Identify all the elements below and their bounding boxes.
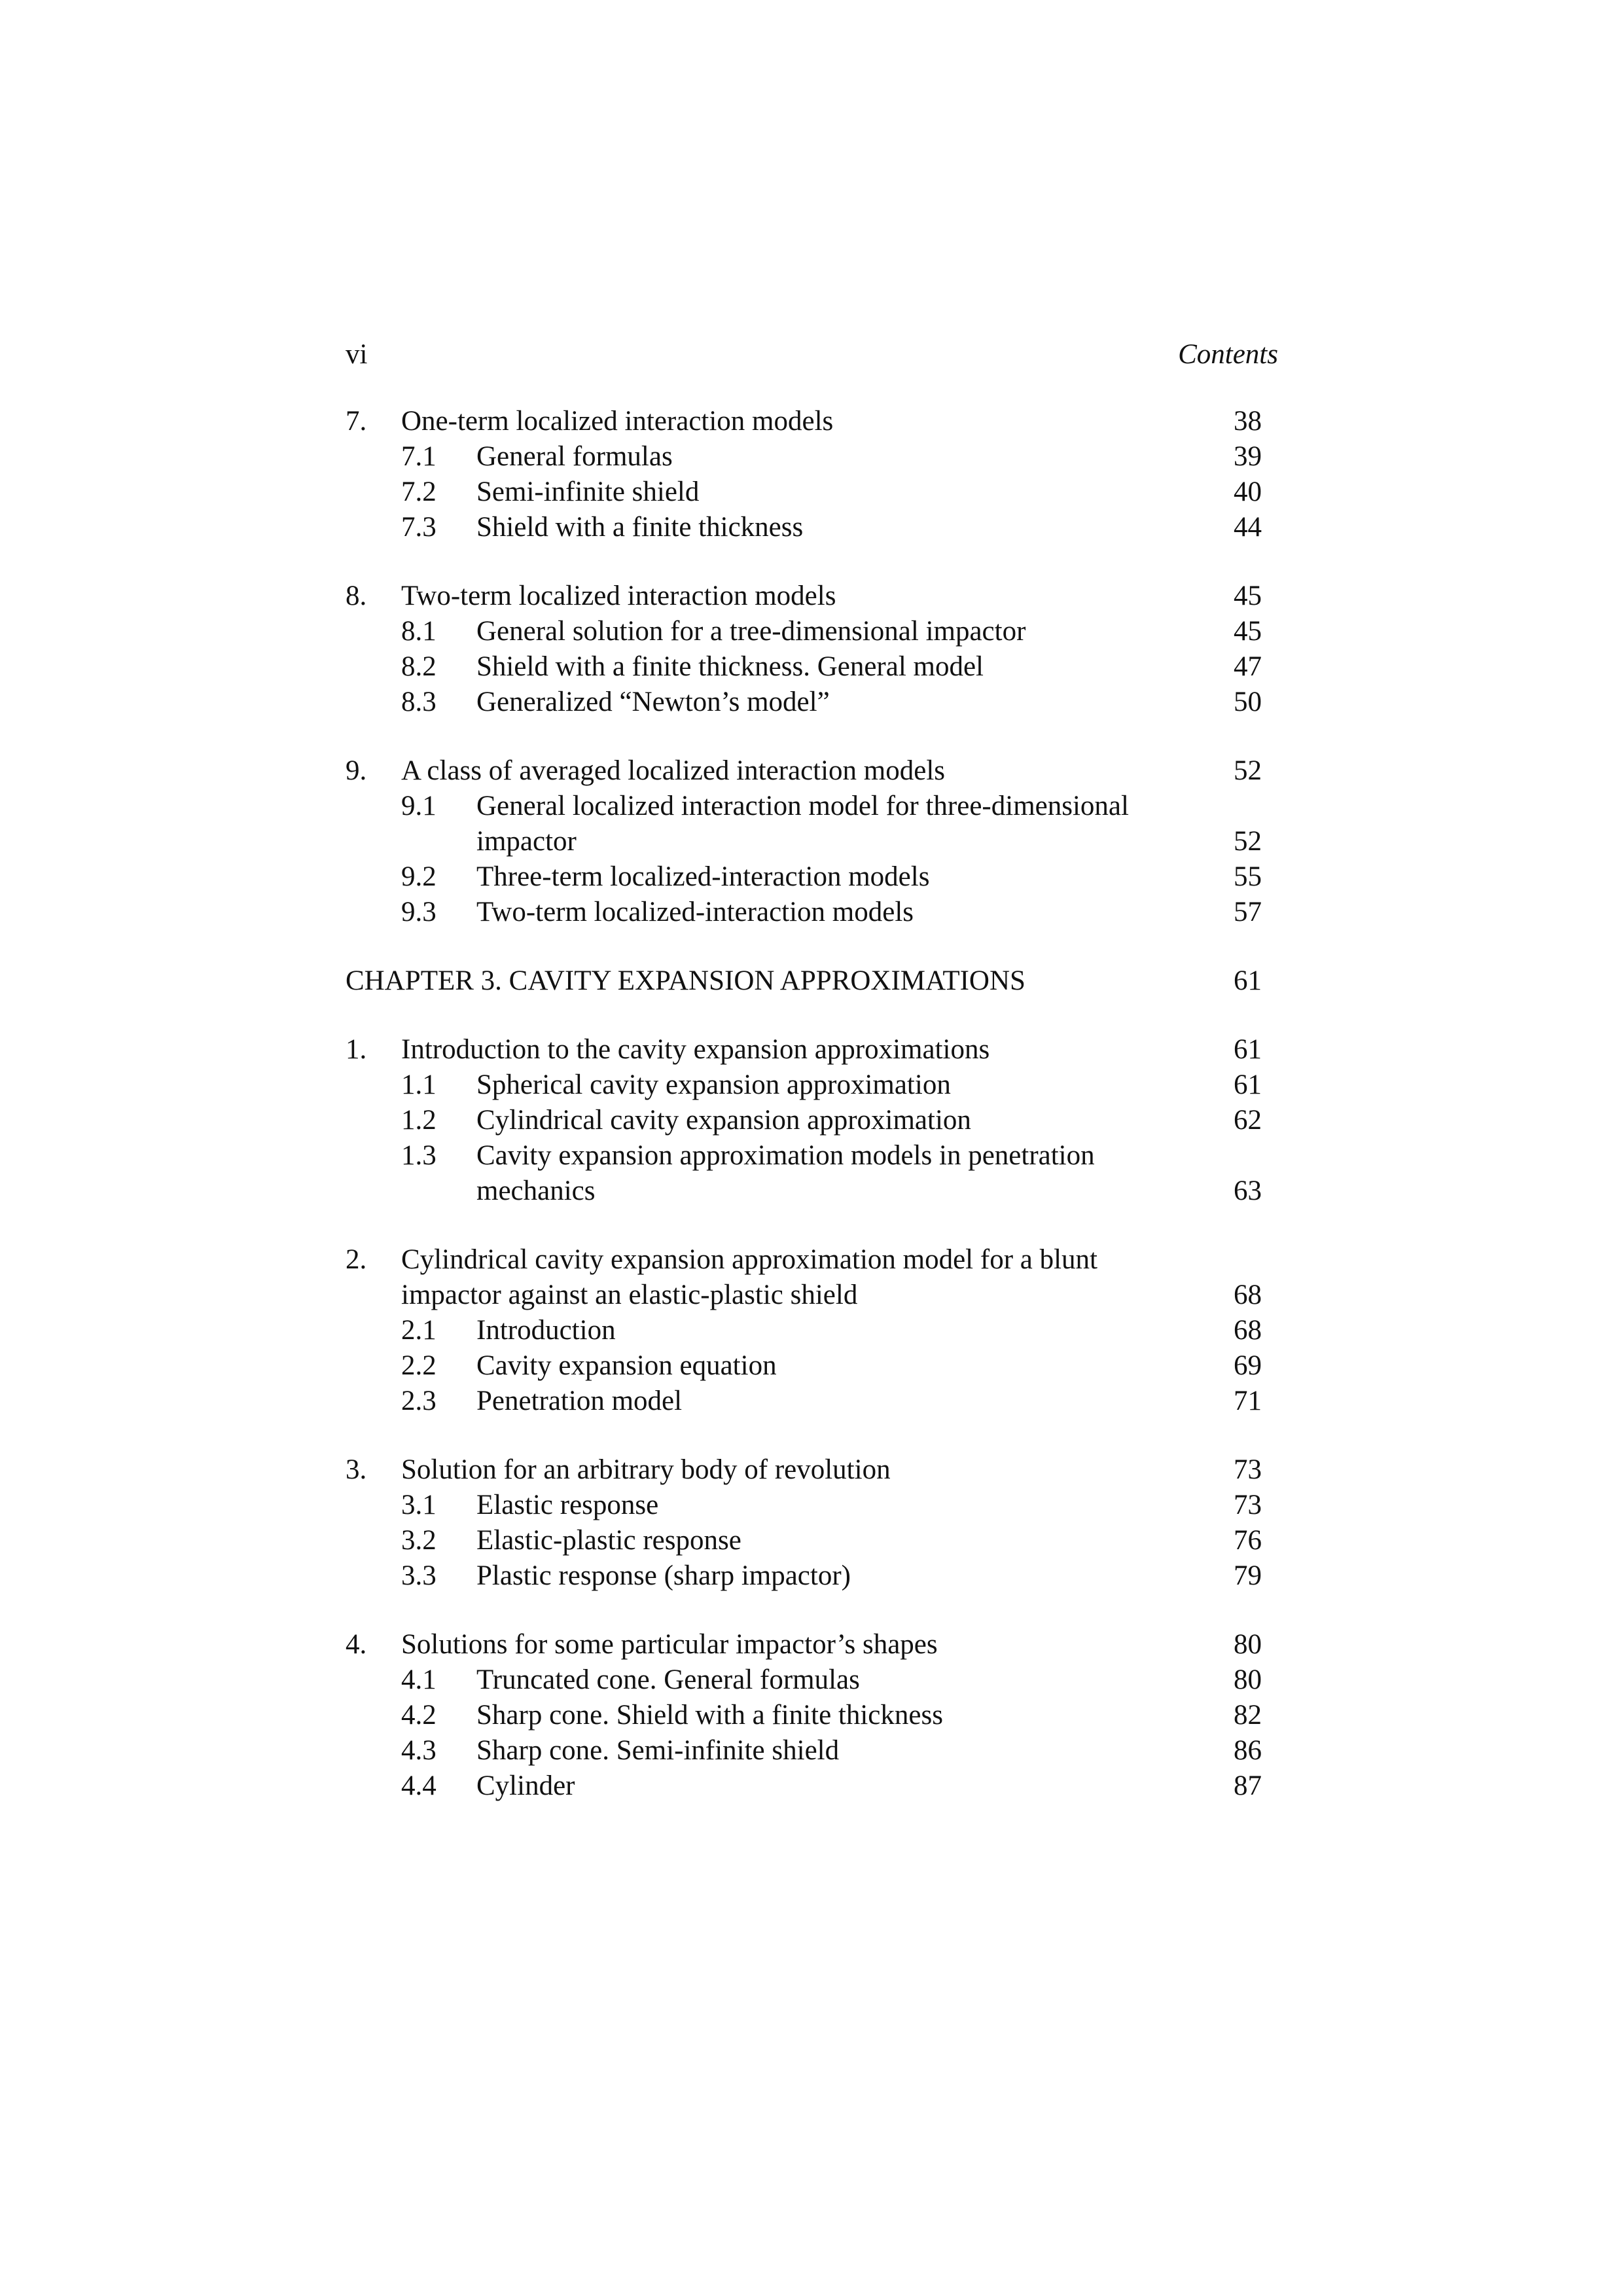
subentry-title-line-1: Cavity expansion approximation models in penetration bbox=[476, 1140, 1095, 1171]
subentry-title: Elastic response bbox=[476, 1490, 659, 1520]
toc-subentry bbox=[346, 475, 1262, 510]
subentry-page: 45 bbox=[1234, 616, 1262, 647]
toc-subentry bbox=[346, 1733, 1262, 1768]
toc-entry bbox=[346, 1242, 1262, 1313]
toc-subentry bbox=[346, 1313, 1262, 1348]
subentry-title: Semi-infinite shield bbox=[476, 476, 700, 507]
entry-number: 3. bbox=[346, 1454, 367, 1485]
subentry-title: Sharp cone. Shield with a finite thickness bbox=[476, 1700, 943, 1731]
subentry-number: 2.3 bbox=[401, 1386, 437, 1416]
subentry-title: Shield with a finite thickness. General model bbox=[476, 651, 984, 682]
subentry-page: 61 bbox=[1234, 1069, 1262, 1100]
toc-ch3-section-3 bbox=[346, 1452, 1262, 1594]
toc-subentry bbox=[346, 895, 1262, 930]
entry-title: A class of averaged localized interaction models bbox=[401, 755, 946, 786]
subentry-number: 9.2 bbox=[401, 861, 437, 892]
entry-number: 7. bbox=[346, 406, 367, 437]
subentry-title: General formulas bbox=[476, 441, 673, 472]
page-folio: vi bbox=[346, 339, 368, 370]
subentry-page: 69 bbox=[1234, 1350, 1262, 1381]
subentry-title: Three-term localized-interaction models bbox=[476, 861, 930, 892]
entry-title-line-2: impactor against an elastic-plastic shield bbox=[401, 1280, 858, 1310]
toc-entry bbox=[346, 1032, 1262, 1067]
subentry-number: 1.1 bbox=[401, 1069, 437, 1100]
toc-section-9 bbox=[346, 753, 1262, 930]
toc-subentry bbox=[346, 1384, 1262, 1419]
toc-subentry bbox=[346, 649, 1262, 685]
subentry-page: 62 bbox=[1234, 1105, 1262, 1136]
subentry-page: 68 bbox=[1234, 1315, 1262, 1346]
entry-number: 2. bbox=[346, 1244, 367, 1275]
entry-title: Introduction to the cavity expansion approximations bbox=[401, 1034, 990, 1065]
toc-entry bbox=[346, 579, 1262, 614]
chapter-title: CHAPTER 3. CAVITY EXPANSION APPROXIMATIONS bbox=[346, 965, 1026, 996]
toc-entry bbox=[346, 1627, 1262, 1662]
subentry-page: 44 bbox=[1234, 512, 1262, 543]
toc-subentry bbox=[346, 614, 1262, 649]
entry-title: Solutions for some particular impactor’s shapes bbox=[401, 1629, 938, 1660]
subentry-page: 79 bbox=[1234, 1560, 1262, 1591]
running-head bbox=[346, 335, 1278, 374]
subentry-title: Truncated cone. General formulas bbox=[476, 1664, 860, 1695]
subentry-number: 8.2 bbox=[401, 651, 437, 682]
entry-page: 61 bbox=[1234, 1034, 1262, 1065]
toc-subentry bbox=[346, 1558, 1262, 1594]
subentry-number: 3.1 bbox=[401, 1490, 437, 1520]
toc-subentry bbox=[346, 1103, 1262, 1138]
entry-page: 80 bbox=[1234, 1629, 1262, 1660]
chapter-entry bbox=[346, 963, 1262, 999]
entry-title-line-1: Cylindrical cavity expansion approximation model for a blunt bbox=[401, 1244, 1097, 1275]
entry-number: 9. bbox=[346, 755, 367, 786]
subentry-number: 4.4 bbox=[401, 1770, 437, 1801]
toc-subentry bbox=[346, 1067, 1262, 1103]
subentry-title: Cavity expansion equation bbox=[476, 1350, 777, 1381]
subentry-number: 7.3 bbox=[401, 512, 437, 543]
subentry-number: 8.1 bbox=[401, 616, 437, 647]
subentry-title: Cylinder bbox=[476, 1770, 575, 1801]
subentry-number: 7.2 bbox=[401, 476, 437, 507]
subentry-number: 9.3 bbox=[401, 897, 437, 927]
entry-number: 8. bbox=[346, 581, 367, 611]
subentry-page: 71 bbox=[1234, 1386, 1262, 1416]
subentry-page: 57 bbox=[1234, 897, 1262, 927]
entry-number: 4. bbox=[346, 1629, 367, 1660]
subentry-page: 86 bbox=[1234, 1735, 1262, 1766]
table-of-contents bbox=[346, 404, 1262, 1837]
subentry-title: Two-term localized-interaction models bbox=[476, 897, 914, 927]
subentry-title: Introduction bbox=[476, 1315, 616, 1346]
subentry-page: 87 bbox=[1234, 1770, 1262, 1801]
entry-title: One-term localized interaction models bbox=[401, 406, 834, 437]
subentry-page: 55 bbox=[1234, 861, 1262, 892]
subentry-number: 8.3 bbox=[401, 687, 437, 717]
toc-subentry bbox=[346, 439, 1262, 475]
toc-subentry bbox=[346, 1348, 1262, 1384]
subentry-title-line-2: mechanics bbox=[476, 1175, 596, 1206]
subentry-page: 76 bbox=[1234, 1525, 1262, 1556]
subentry-number: 3.2 bbox=[401, 1525, 437, 1556]
entry-page: 52 bbox=[1234, 755, 1262, 786]
subentry-page: 39 bbox=[1234, 441, 1262, 472]
toc-subentry bbox=[346, 1138, 1262, 1209]
subentry-title: Cylindrical cavity expansion approximation bbox=[476, 1105, 971, 1136]
entry-title: Solution for an arbitrary body of revolution bbox=[401, 1454, 891, 1485]
subentry-title: Elastic-plastic response bbox=[476, 1525, 741, 1556]
chapter-page: 61 bbox=[1234, 965, 1262, 996]
toc-subentry bbox=[346, 1698, 1262, 1733]
subentry-title: General solution for a tree-dimensional impactor bbox=[476, 616, 1026, 647]
subentry-page: 80 bbox=[1234, 1664, 1262, 1695]
toc-subentry bbox=[346, 789, 1262, 859]
toc-section-8 bbox=[346, 579, 1262, 720]
entry-page: 45 bbox=[1234, 581, 1262, 611]
subentry-page: 52 bbox=[1234, 826, 1262, 857]
subentry-number: 4.1 bbox=[401, 1664, 437, 1695]
entry-page: 38 bbox=[1234, 406, 1262, 437]
toc-ch3-section-1 bbox=[346, 1032, 1262, 1209]
subentry-title: Sharp cone. Semi-infinite shield bbox=[476, 1735, 840, 1766]
subentry-number: 4.3 bbox=[401, 1735, 437, 1766]
subentry-page: 82 bbox=[1234, 1700, 1262, 1731]
subentry-number: 4.2 bbox=[401, 1700, 437, 1731]
subentry-title bbox=[476, 789, 1216, 859]
subentry-number: 1.3 bbox=[401, 1140, 437, 1171]
toc-entry bbox=[346, 753, 1262, 789]
subentry-title bbox=[476, 1138, 1216, 1209]
subentry-number: 2.1 bbox=[401, 1315, 437, 1346]
subentry-title: Spherical cavity expansion approximation bbox=[476, 1069, 951, 1100]
toc-subentry bbox=[346, 1488, 1262, 1523]
toc-ch3-section-2 bbox=[346, 1242, 1262, 1419]
subentry-title-line-2: impactor bbox=[476, 826, 577, 857]
toc-subentry bbox=[346, 510, 1262, 545]
subentry-title: Generalized “Newton’s model” bbox=[476, 687, 830, 717]
toc-subentry bbox=[346, 1768, 1262, 1804]
running-title: Contents bbox=[1178, 339, 1278, 370]
subentry-page: 63 bbox=[1234, 1175, 1262, 1206]
subentry-number: 7.1 bbox=[401, 441, 437, 472]
toc-entry bbox=[346, 1452, 1262, 1488]
subentry-title: Penetration model bbox=[476, 1386, 683, 1416]
toc-subentry bbox=[346, 1523, 1262, 1558]
toc-subentry bbox=[346, 1662, 1262, 1698]
subentry-page: 73 bbox=[1234, 1490, 1262, 1520]
subentry-page: 40 bbox=[1234, 476, 1262, 507]
subentry-number: 9.1 bbox=[401, 791, 437, 821]
entry-title bbox=[401, 1242, 1128, 1313]
subentry-title-line-1: General localized interaction model for three-dimensional bbox=[476, 791, 1129, 821]
entry-page: 68 bbox=[1234, 1280, 1262, 1310]
entry-title: Two-term localized interaction models bbox=[401, 581, 836, 611]
subentry-number: 2.2 bbox=[401, 1350, 437, 1381]
toc-entry bbox=[346, 404, 1262, 439]
subentry-title: Shield with a finite thickness bbox=[476, 512, 804, 543]
toc-subentry bbox=[346, 685, 1262, 720]
subentry-number: 1.2 bbox=[401, 1105, 437, 1136]
toc-subentry bbox=[346, 859, 1262, 895]
subentry-title: Plastic response (sharp impactor) bbox=[476, 1560, 851, 1591]
subentry-page: 50 bbox=[1234, 687, 1262, 717]
entry-page: 73 bbox=[1234, 1454, 1262, 1485]
toc-ch3-section-4 bbox=[346, 1627, 1262, 1804]
subentry-number: 3.3 bbox=[401, 1560, 437, 1591]
subentry-page: 47 bbox=[1234, 651, 1262, 682]
entry-number: 1. bbox=[346, 1034, 367, 1065]
toc-chapter-3 bbox=[346, 963, 1262, 999]
toc-section-7 bbox=[346, 404, 1262, 545]
